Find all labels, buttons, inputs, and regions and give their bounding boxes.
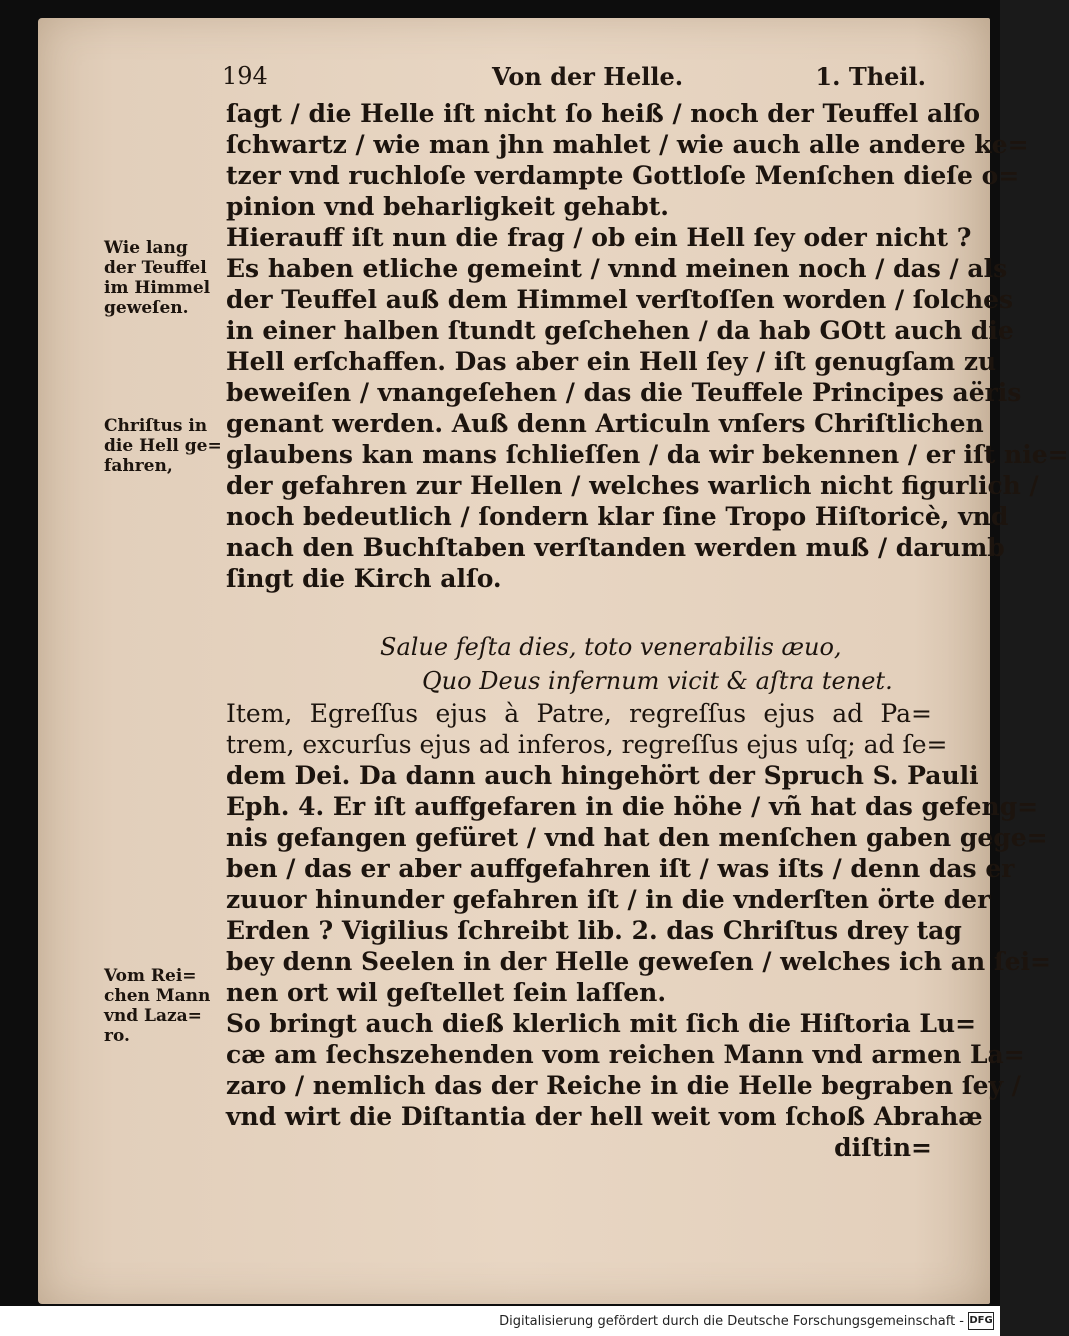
verse-line: Salue feſta dies, toto venerabilis æuo, xyxy=(380,633,842,661)
text-line: ben / das er aber auffgefahren iſt / was iſts / denn das er xyxy=(226,854,1015,883)
text-line: Erden ? Vigilius ſchreibt lib. 2. das Chriſtus drey tag xyxy=(226,916,962,945)
text-line: nis gefangen gefüret / vnd hat den menſchen gaben gege= xyxy=(226,823,1048,852)
dfg-logo-icon: DFG xyxy=(968,1312,994,1330)
text-line: pinion vnd beharligkeit gehabt. xyxy=(226,192,669,221)
text-line: Eph. 4. Er iſt auffgefaren in die höhe / vñ hat das gefeng= xyxy=(226,792,1039,821)
text-line: beweiſen / vnangeſehen / das die Teuffele Principes aëris xyxy=(226,378,1022,407)
margin-note-line: geweſen. xyxy=(104,298,189,318)
margin-note-line: Wie lang xyxy=(104,238,188,258)
main-text-block xyxy=(226,98,1069,1163)
margin-note-line: ro. xyxy=(104,1026,130,1046)
text-line: glaubens kan mans ſchlieſſen / da wir bekennen / er iſt nie= xyxy=(226,440,1069,469)
text-line: zuuor hinunder gefahren iſt / in die vnderſten örte der xyxy=(226,885,991,914)
margin-note-descent xyxy=(104,416,228,476)
text-line: ſchwartz / wie man jhn mahlet / wie auch alle andere ke= xyxy=(226,130,1029,159)
text-line: Hierauff iſt nun die frag / ob ein Hell ſey oder nicht ? xyxy=(226,223,972,252)
running-head xyxy=(222,60,932,96)
text-line: noch bedeutlich / ſondern klar ſine Tropo Hiſtoricè, vnd xyxy=(226,502,1009,531)
footer-bar xyxy=(0,1306,1000,1336)
running-title: Von der Helle. xyxy=(492,62,684,91)
margin-note-line: fahren, xyxy=(104,456,173,476)
text-line: der Teuffel auß dem Himmel verſtoſſen worden / ſolches xyxy=(226,285,1014,314)
text-line: So bringt auch dieß klerlich mit ſich die Hiſtoria Lu= xyxy=(226,1009,977,1038)
margin-note-line: vnd Laza= xyxy=(104,1006,202,1026)
margin-note-line: der Teuffel xyxy=(104,258,207,278)
funding-credit: Digitalisierung gefördert durch die Deutsche Forschungsgemeinschaft - xyxy=(499,1314,964,1329)
text-line: Hell erſchaffen. Das aber ein Hell ſey / iſt genugſam zu xyxy=(226,347,997,376)
catchword: diſtin= xyxy=(834,1133,932,1162)
text-line: dem Dei. Da dann auch hingehört der Spruch S. Pauli xyxy=(226,761,979,790)
text-line: ſagt / die Helle iſt nicht ſo heiß / noch der Teuffel alſo xyxy=(226,99,981,128)
margin-note-line: chen Mann xyxy=(104,986,211,1006)
margin-note-line: Vom Rei= xyxy=(104,966,197,986)
text-line: cæ am ſechszehenden vom reichen Mann vnd armen La= xyxy=(226,1040,1025,1069)
text-line: der gefahren zur Hellen / welches warlich nicht figurlich / xyxy=(226,471,1039,500)
text-line: nach den Buchſtaben verſtanden werden muß / darumb xyxy=(226,533,1005,562)
text-line: tzer vnd ruchloſe verdampte Gottloſe Menſchen dieſe o= xyxy=(226,161,1020,190)
text-line: vnd wirt die Diſtantia der hell weit vom ſchoß Abrahæ xyxy=(226,1102,983,1131)
text-line: zaro / nemlich das der Reiche in die Helle begraben ſey / xyxy=(226,1071,1021,1100)
spacer xyxy=(226,594,932,630)
margin-note-line: Chriſtus in xyxy=(104,416,208,436)
text-line: trem, excurſus ejus ad inferos, regreſſus ejus uſq; ad ſe= xyxy=(226,730,948,759)
text-line: in einer halben ſtundt geſchehen / da hab GOtt auch die xyxy=(226,316,1014,345)
text-line: genant werden. Auß denn Articuln vnſers Chriſtlichen xyxy=(226,409,984,438)
text-line: Es haben etliche gemeint / vnnd meinen noch / das / als xyxy=(226,254,1008,283)
text-line: ſingt die Kirch alſo. xyxy=(226,564,502,593)
part-label: 1. Theil. xyxy=(815,62,926,91)
margin-note-line: im Himmel xyxy=(104,278,211,298)
text-line: Item, Egreſſus ejus à Patre, regreſſus ejus ad Pa= xyxy=(226,699,932,728)
text-line: nen ort wil geſtellet ſein laſſen. xyxy=(226,978,667,1007)
page-number: 194 xyxy=(222,62,268,90)
text-line: bey denn Seelen in der Helle geweſen / welches ich an ſei= xyxy=(226,947,1051,976)
verse-line: Quo Deus infernum vicit & aſtra tenet. xyxy=(422,667,893,695)
margin-note-line: die Hell ge= xyxy=(104,436,222,456)
margin-note-lazarus xyxy=(104,966,228,1046)
margin-note-heaven xyxy=(104,238,228,318)
